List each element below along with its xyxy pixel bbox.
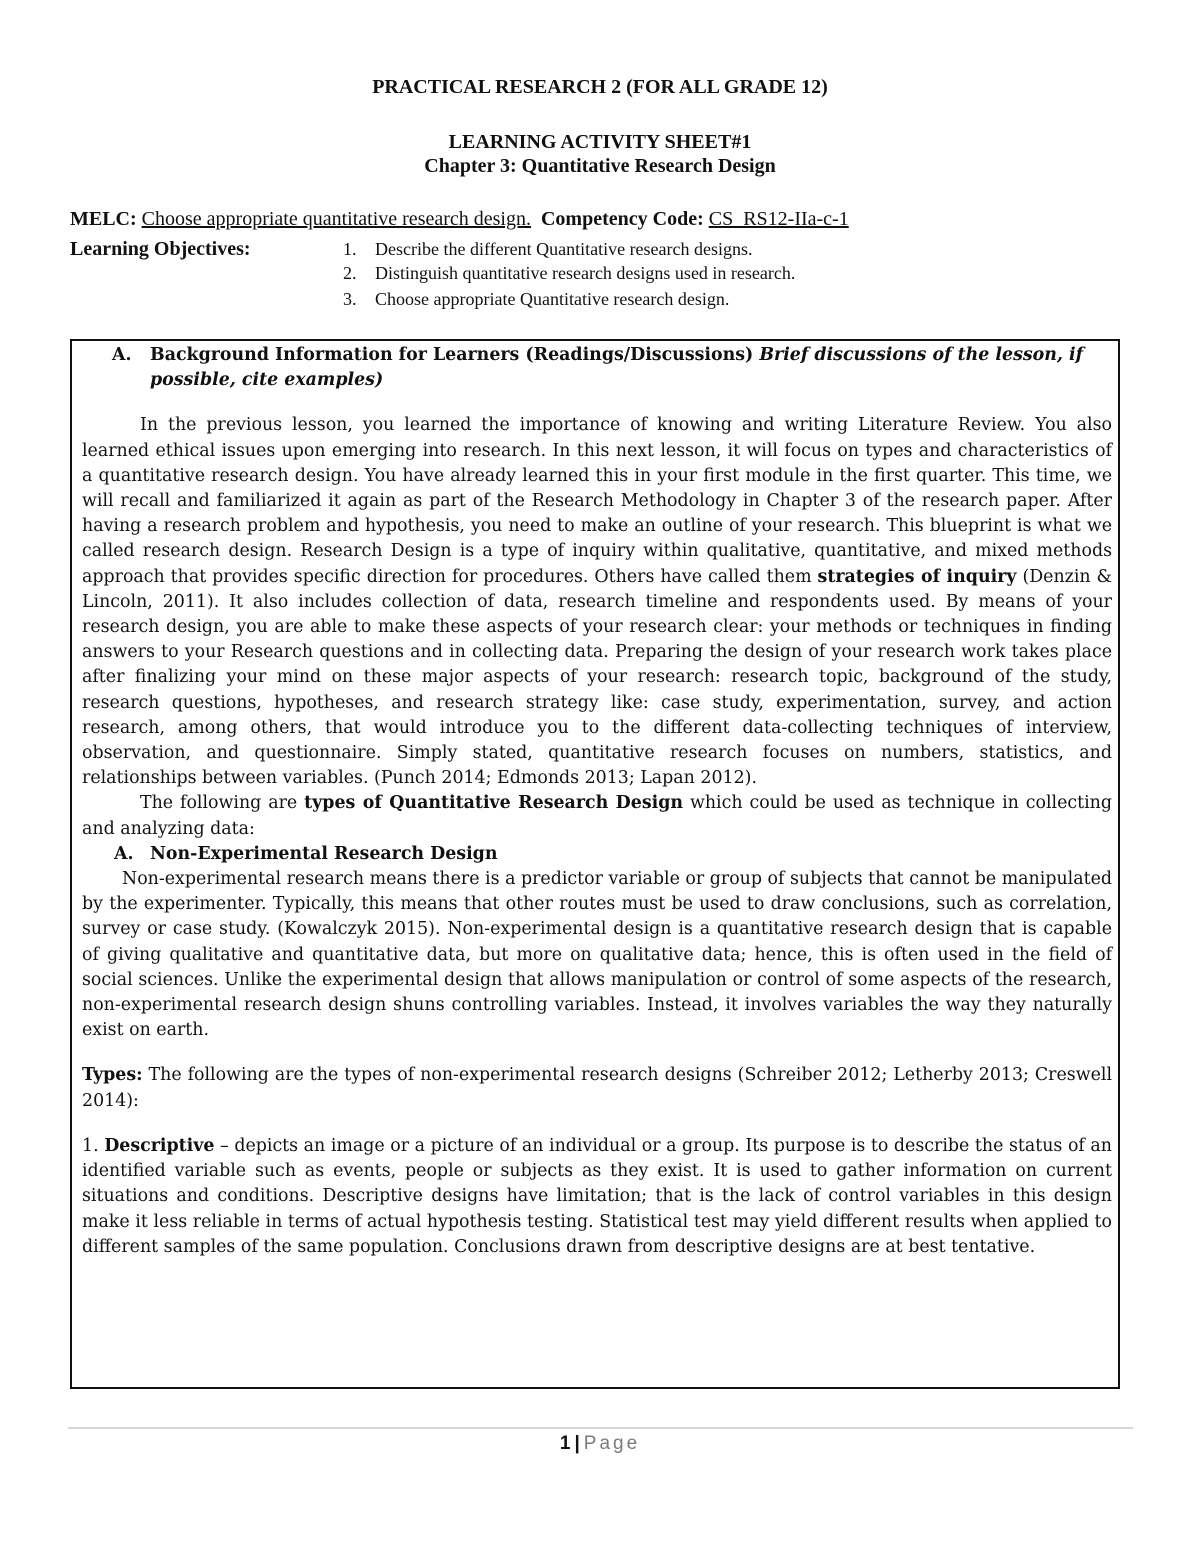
types-label: Types:: [82, 1065, 143, 1086]
types-intro-bold: types of Quantitative Research Design: [304, 793, 684, 814]
competency-code: CS_RS12-IIa-c-1: [708, 208, 849, 230]
intro-text: In the previous lesson, you learned the importance of knowing and writing Literature Review. You also learned ethical issues upon emerging into research. In this next lesson, it will focus on types and characteristics of a quantitative research design. You have already learned this in your first module in the first quarter. This time, we will recall and familiarized it again as part of the Research Methodology in Chapter 3 of the research paper. After having a research problem and hypothesis, you need to make an outline of your research. This blueprint is what we called research design. Research Design is a type of inquiry within qualitative, quantitative, and mixed methods approach that provides specific direction for procedures. Others have called them: [82, 415, 1112, 587]
intro-paragraph: [82, 413, 1112, 791]
objective-item: [343, 263, 795, 284]
objective-text: Distinguish quantitative research designs used in research.: [375, 263, 796, 283]
section-title: Background Information for Learners (Readings/Discussions): [150, 345, 754, 365]
item-number: 1.: [82, 1135, 99, 1156]
descriptive-term: Descriptive: [104, 1135, 215, 1156]
subsection-heading: [114, 842, 1112, 867]
melc-line: [70, 208, 1130, 231]
types-intro-text-cont: which could be used as technique in collecting and analyzing data:: [82, 793, 1113, 839]
subsection-letter: A.: [114, 843, 134, 864]
background-info-box: [70, 339, 1120, 1389]
competency-label: Competency Code:: [540, 208, 704, 230]
objectives-label: Learning Objectives:: [70, 238, 251, 260]
objective-text: Describe the different Quantitative research designs.: [375, 239, 753, 259]
background-info-content: [82, 343, 1112, 1260]
subsection-title: Non-Experimental Research Design: [150, 843, 498, 864]
intro-text-cont: (Denzin & Lincoln, 2011). It also includes collection of data, research timeline and respondents used. By means of your research design, you are able to make these aspects of your research clear: your methods or techniques in finding answers to your Research questions and in collecting data. Preparing the design of your research work takes place after finalizing your mind on these major aspects of your research: research topic, background of the study, research questions, hypotheses, and research strategy like: case study, experimentation, survey, and action research, among others, that would introduce you to the different data-collecting techniques of interview, observation, and questionnaire. Simply stated, quantitative research focuses on numbers, statistics, and relationships between variables. (Punch 2014; Edmonds 2013; Lapan 2012).: [82, 566, 1113, 789]
page-number: 1: [559, 1433, 571, 1454]
objective-number: 3.: [343, 289, 357, 309]
non-experimental-paragraph: Non-experimental research means there is a predictor variable or group of subjects that cannot be manipulated by the experimenter. Typically, this means that other routes must be used to draw conclusions, such as correlation, survey or case study. (Kowalczyk 2015). Non-experimental design is a quantitative research design that is capable of giving qualitative and quantitative data, but more on qualitative data; hence, this is often used in the field of social sciences. Unlike the experimental design that allows manipulation or control of some aspects of the research, non-experimental research design shuns controlling variables. Instead, it involves variables the way they naturally exist on earth.: [82, 869, 1112, 1041]
page-footer: [0, 1433, 1200, 1455]
types-text: The following are the types of non-experimental research designs (Schreiber 2012; Letherby 2013; Creswell 2014):: [82, 1065, 1113, 1111]
objective-item: [343, 239, 753, 260]
footer-divider: [68, 1427, 1133, 1429]
section-subtitle: Brief discussions of the lesson, if possible, cite examples): [150, 345, 1084, 391]
melc-text: Choose appropriate quantitative research design.: [141, 208, 531, 230]
types-intro-text: The following are: [140, 793, 298, 814]
course-title: PRACTICAL RESEARCH 2 (FOR ALL GRADE 12): [372, 76, 828, 98]
page-separator: |: [574, 1433, 580, 1454]
section-letter: A.: [112, 345, 132, 365]
section-a-heading: [112, 343, 1112, 393]
sheet-title: LEARNING ACTIVITY SHEET#1: [448, 131, 752, 153]
types-intro-paragraph: [82, 791, 1112, 841]
objective-item: [343, 289, 729, 310]
objective-number: 1.: [343, 239, 357, 259]
objective-number: 2.: [343, 263, 357, 283]
melc-label: MELC:: [70, 208, 137, 230]
types-paragraph: [82, 1063, 1112, 1113]
page-label: Page: [583, 1433, 641, 1454]
descriptive-paragraph: [82, 1134, 1112, 1260]
chapter-title: Chapter 3: Quantitative Research Design: [424, 155, 776, 177]
objective-text: Choose appropriate Quantitative research design.: [375, 289, 730, 309]
descriptive-text: – depicts an image or a picture of an individual or a group. Its purpose is to describe the status of an identified variable such as events, people or subjects as they exist. It is used to gather information on current situations and conditions. Descriptive designs have limitation; that is the lack of control variables in this design make it less reliable in terms of actual hypothesis testing. Statistical test may yield different results when applied to different samples of the same population. Conclusions drawn from descriptive designs are at best tentative.: [82, 1135, 1113, 1257]
intro-bold-term: strategies of inquiry: [817, 566, 1017, 587]
